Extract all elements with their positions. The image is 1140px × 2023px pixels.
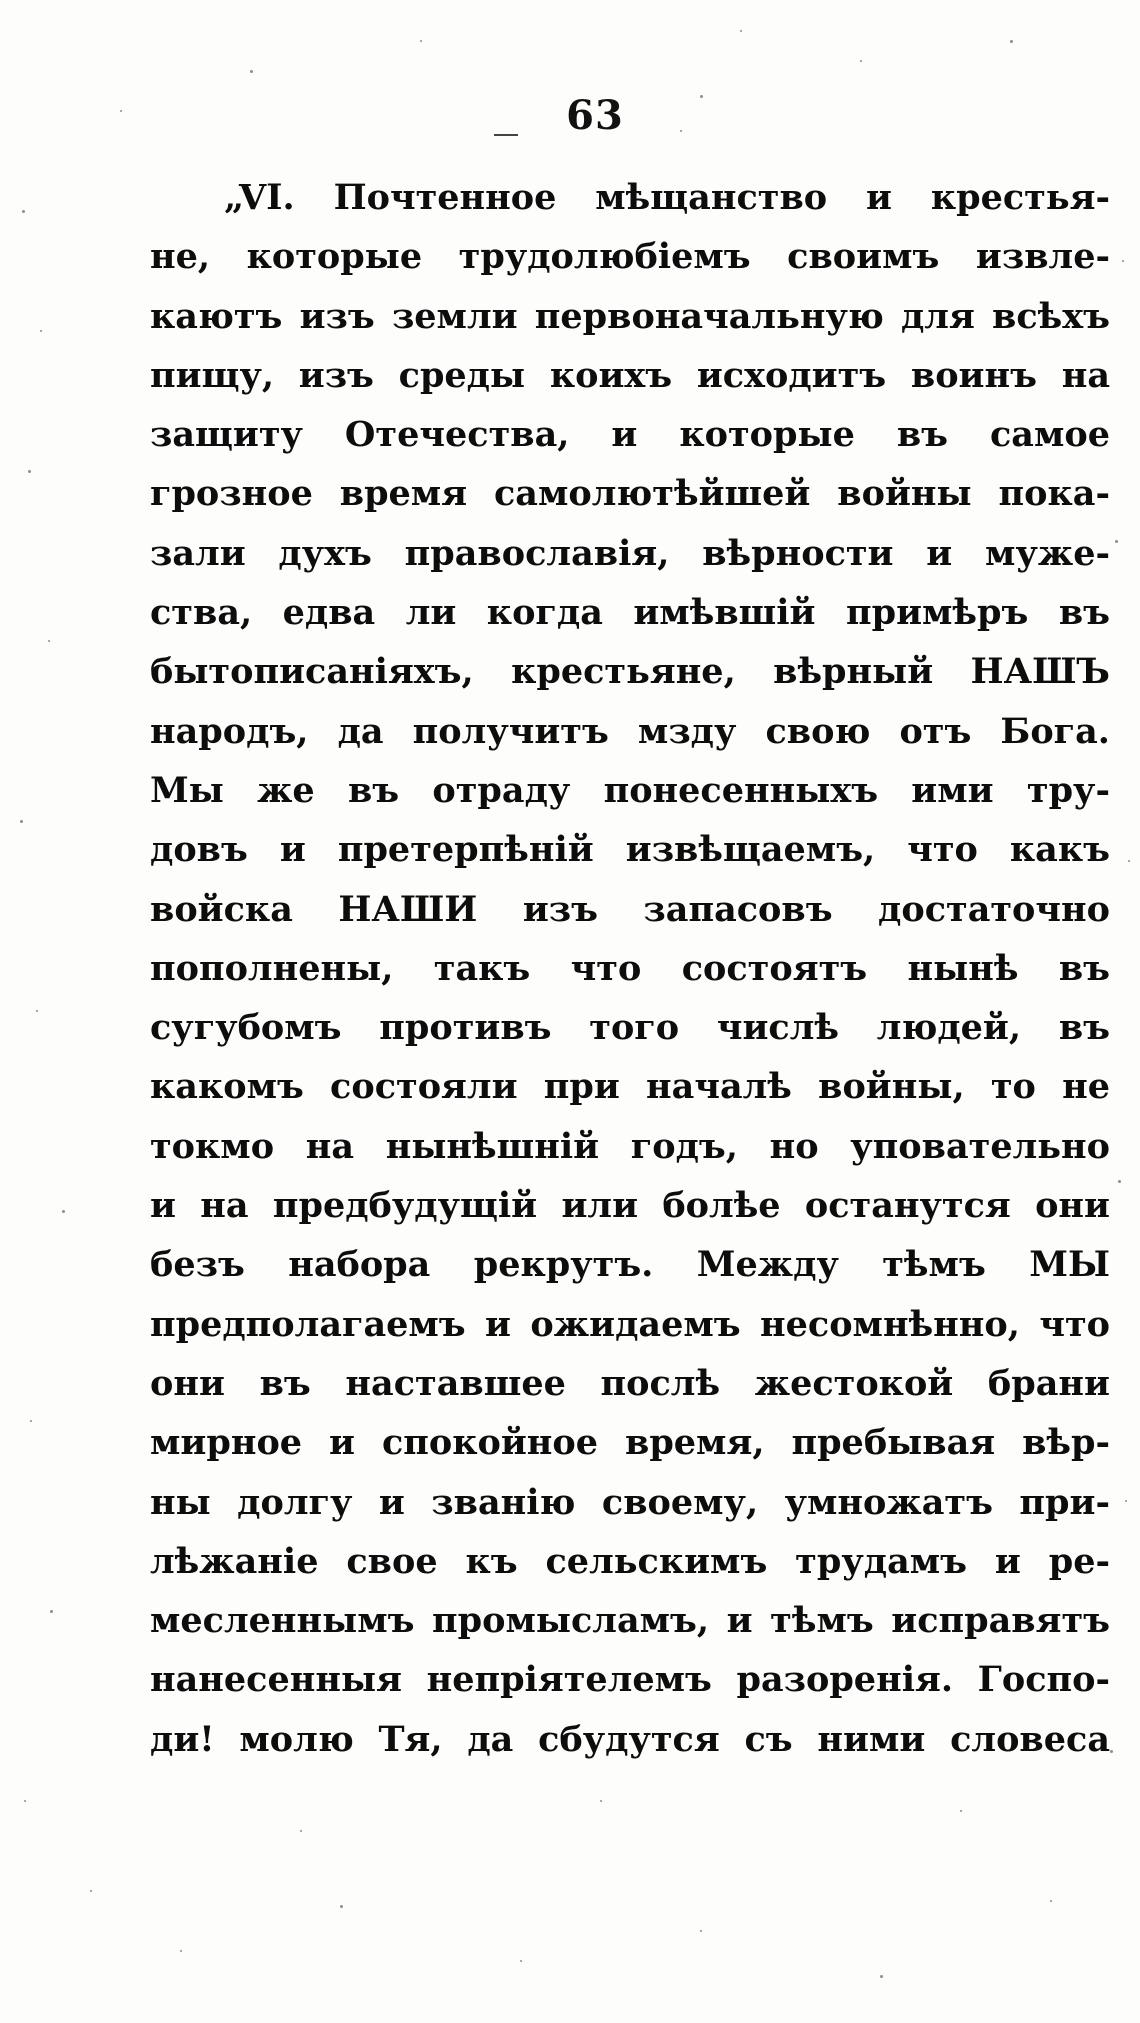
- text-line: не, которые трудолюбіемъ своимъ извле-: [150, 236, 1110, 278]
- text-line: грозное время самолютѣйшей войны пока-: [150, 473, 1110, 515]
- text-line: токмо на нынѣшній годъ, но уповательно: [150, 1125, 1110, 1167]
- text-line: пополнены, такъ что состоятъ нынѣ въ: [150, 947, 1110, 989]
- paper-speck: [28, 470, 31, 473]
- text-line: бытописаніяхъ, крестьяне, вѣрный НАШЪ: [150, 651, 1110, 693]
- paper-speck: [300, 1830, 302, 1832]
- paper-speck: [1110, 1750, 1113, 1753]
- paper-speck: [30, 1420, 32, 1422]
- paper-speck: [180, 1950, 182, 1952]
- text-line: зали духъ православія, вѣрности и муже-: [150, 532, 1110, 574]
- text-line: довъ и претерпѣній извѣщаемъ, что какъ: [150, 829, 1110, 871]
- paper-speck: [36, 1010, 38, 1012]
- paper-speck: [250, 70, 253, 73]
- paper-speck: [50, 1610, 53, 1613]
- text-line: и на предбудущій или болѣе останутся они: [150, 1185, 1110, 1227]
- paper-speck: [1118, 1180, 1121, 1183]
- text-line: предполагаемъ и ожидаемъ несомнѣнно, что: [150, 1303, 1110, 1345]
- text-line: Мы же въ отраду понесенныхъ ими тру-: [150, 769, 1110, 811]
- paper-speck: [880, 1975, 883, 1978]
- paper-speck: [740, 30, 742, 32]
- paper-speck: [62, 1210, 65, 1213]
- paper-speck: [1125, 1500, 1127, 1502]
- paper-speck: [20, 820, 23, 823]
- paper-speck: [960, 1810, 962, 1812]
- text-line: безъ набора рекрутъ. Между тѣмъ МЫ: [150, 1244, 1110, 1286]
- paper-speck: [860, 60, 862, 62]
- paper-speck: [600, 1800, 602, 1802]
- paper-speck: [40, 330, 42, 332]
- text-line: месленнымъ промысламъ, и тѣмъ исправятъ: [150, 1600, 1110, 1642]
- text-line: ства, едва ли когда имѣвшій примѣръ въ: [150, 592, 1110, 634]
- text-line: защиту Отечества, и которые въ самое: [150, 414, 1110, 456]
- text-line: ны долгу и званію своему, умножатъ при-: [150, 1481, 1110, 1523]
- paper-speck: [420, 40, 422, 42]
- text-line: народъ, да получитъ мзду свою отъ Бога.: [150, 710, 1110, 752]
- paper-speck: [1010, 40, 1013, 43]
- text-line: они въ наставшее послѣ жестокой брани: [150, 1362, 1110, 1404]
- paper-speck: [520, 1960, 522, 1962]
- paper-speck: [1122, 260, 1124, 262]
- paper-speck: [22, 210, 25, 213]
- text-line: пищу, изъ среды коихъ исходитъ воинъ на: [150, 354, 1110, 396]
- body-text: [150, 168, 1110, 1769]
- paper-speck: [90, 1890, 92, 1892]
- page-number: 63: [566, 92, 624, 139]
- text-line: какомъ состояли при началѣ войны, то не: [150, 1066, 1110, 1108]
- paper-speck: [48, 640, 50, 642]
- text-line: войска НАШИ изъ запасовъ достаточно: [150, 888, 1110, 930]
- paper-speck: [24, 1800, 26, 1802]
- text-line: „VI. Почтенное мѣщанство и крестья-: [224, 177, 1110, 218]
- paper-speck: [1128, 860, 1130, 862]
- text-line: лѣжаніе свое къ сельскимъ трудамъ и ре-: [150, 1540, 1110, 1582]
- paper-speck: [1115, 540, 1118, 543]
- text-line: каютъ изъ земли первоначальную для всѣхъ: [150, 295, 1110, 337]
- text-line: мирное и спокойное время, пребывая вѣр-: [150, 1422, 1110, 1464]
- paper-speck: [700, 1930, 702, 1932]
- paper-speck: [1050, 1900, 1052, 1902]
- text-line: сугубомъ противъ того числѣ людей, въ: [150, 1007, 1110, 1049]
- paper-speck: [340, 1905, 343, 1908]
- text-line: ди! молю Тя, да сбудутся съ ними словеса: [150, 1718, 1110, 1760]
- page-number-underline: [494, 134, 518, 136]
- text-line: нанесенныя непріятелемъ разоренія. Госпо-: [150, 1659, 1110, 1701]
